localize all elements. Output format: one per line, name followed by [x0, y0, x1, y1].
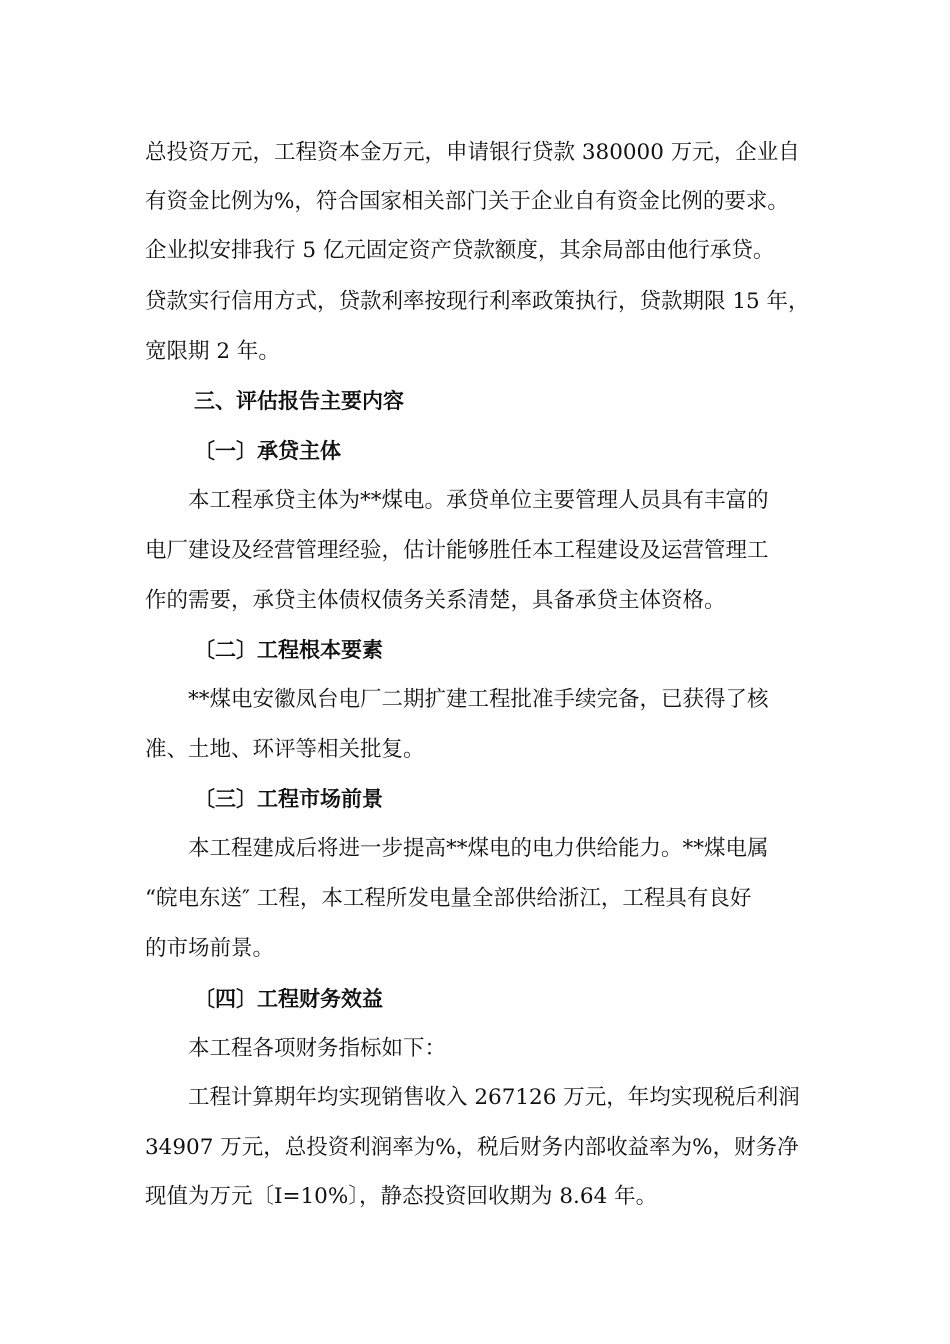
subsection-heading: 〔四〕工程财务效益: [194, 987, 383, 1011]
paragraph-line: 贷款实行信用方式，贷款利率按现行利率政策执行，贷款期限 15 年，: [145, 289, 810, 314]
paragraph-line: **煤电安徽凤台电厂二期扩建工程批准手续完备，已获得了核: [188, 687, 769, 712]
section-heading: 三、评估报告主要内容: [194, 389, 404, 413]
paragraph-line: 的市场前景。: [145, 936, 275, 961]
paragraph-line: 工程计算期年均实现销售收入 267126 万元，年均实现税后利润: [188, 1085, 800, 1110]
subsection-heading: 〔三〕工程市场前景: [194, 787, 383, 811]
paragraph-line: 有资金比例为%，符合国家相关部门关于企业自有资金比例的要求。: [145, 189, 789, 214]
paragraph-line: 本工程各项财务指标如下：: [188, 1036, 447, 1061]
subsection-heading: 〔一〕承贷主体: [194, 439, 341, 463]
paragraph-line: 宽限期 2 年。: [145, 339, 280, 364]
paragraph-line: “皖电东送″ 工程，本工程所发电量全部供给浙江，工程具有良好: [145, 886, 752, 911]
subsection-heading: 〔二〕工程根本要素: [194, 638, 383, 662]
paragraph-line: 本工程承贷主体为**煤电。承贷单位主要管理人员具有丰富的: [188, 488, 769, 513]
paragraph-line: 准、土地、环评等相关批复。: [145, 737, 425, 762]
paragraph-line: 现值为万元〔I=10%〕，静态投资回收期为 8.64 年。: [145, 1184, 658, 1209]
paragraph-line: 作的需要，承贷主体债权债务关系清楚，具备承贷主体资格。: [145, 588, 726, 613]
paragraph-line: 34907 万元，总投资利润率为%，税后财务内部收益率为%，财务净: [145, 1135, 799, 1160]
paragraph-line: 总投资万元，工程资本金万元，申请银行贷款 380000 万元，企业自: [145, 140, 800, 165]
paragraph-line: 企业拟安排我行 5 亿元固定资产贷款额度，其余局部由他行承贷。: [145, 238, 775, 263]
paragraph-line: 本工程建成后将进一步提高**煤电的电力供给能力。**煤电属: [188, 836, 769, 861]
paragraph-line: 电厂建设及经营管理经验，估计能够胜任本工程建设及运营管理工: [145, 538, 769, 563]
